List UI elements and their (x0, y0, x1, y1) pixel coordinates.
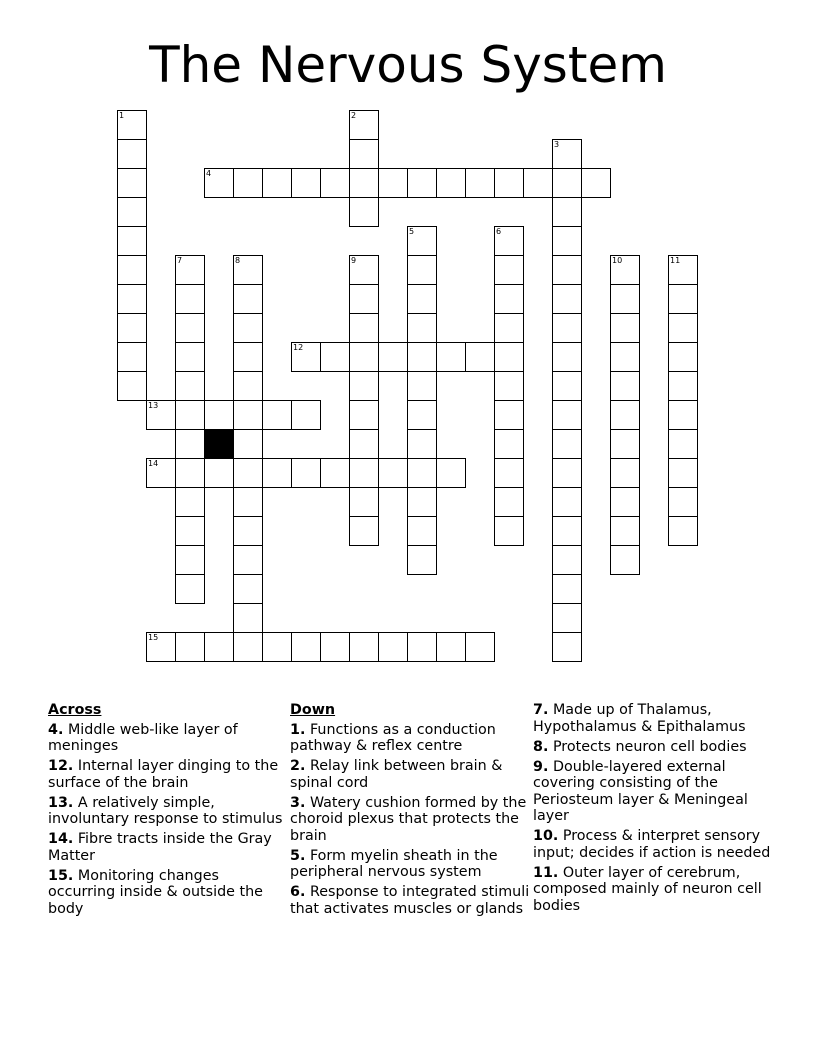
grid-cell[interactable] (233, 342, 263, 372)
clue-item (533, 739, 773, 756)
grid-cell[interactable] (349, 516, 379, 546)
grid-cell[interactable] (610, 255, 640, 285)
clue-text: Response to integrated stimuli that activates muscles or glands (290, 884, 530, 917)
cell-number: 3 (554, 140, 560, 149)
grid-cell[interactable] (233, 603, 263, 633)
across-clues (48, 702, 288, 921)
grid-cell[interactable] (494, 516, 524, 546)
grid-cell[interactable] (233, 400, 263, 430)
grid-cell[interactable] (407, 400, 437, 430)
grid-cell[interactable] (320, 342, 350, 372)
clue-item (290, 722, 530, 755)
grid-cell[interactable] (378, 342, 408, 372)
grid-cell[interactable] (552, 545, 582, 575)
grid-cell[interactable] (407, 458, 437, 488)
clue-text: Process & interpret sensory input; decides if action is needed (533, 828, 771, 861)
grid-cell[interactable] (378, 458, 408, 488)
grid-cell[interactable] (117, 197, 147, 227)
grid-cell[interactable] (552, 284, 582, 314)
grid-cell[interactable] (175, 574, 205, 604)
clue-number: 4. (48, 721, 64, 738)
clue-text: Middle web-like layer of meninges (48, 721, 238, 754)
grid-cell[interactable] (523, 168, 553, 198)
grid-cell[interactable] (262, 168, 292, 198)
grid-cell[interactable] (175, 342, 205, 372)
grid-cell[interactable] (146, 458, 176, 488)
grid-cell[interactable] (494, 400, 524, 430)
clue-text: Made up of Thalamus, Hypothalamus & Epithalamus (533, 702, 746, 735)
grid-cell[interactable] (262, 632, 292, 662)
clue-text: Fibre tracts inside the Gray Matter (48, 831, 272, 864)
grid-cell[interactable] (494, 458, 524, 488)
clue-item (290, 884, 530, 917)
grid-cell[interactable] (552, 603, 582, 633)
grid-cell[interactable] (465, 632, 495, 662)
grid-cell[interactable] (175, 487, 205, 517)
cell-number: 15 (148, 633, 159, 642)
clue-number: 1. (290, 721, 306, 738)
grid-cell[interactable] (668, 284, 698, 314)
grid-cell[interactable] (552, 487, 582, 517)
grid-cell[interactable] (494, 255, 524, 285)
grid-cell[interactable] (407, 487, 437, 517)
grid-cell[interactable] (610, 545, 640, 575)
grid-cell[interactable] (465, 342, 495, 372)
grid-cell[interactable] (349, 487, 379, 517)
grid-cell[interactable] (204, 168, 234, 198)
grid-cell[interactable] (175, 400, 205, 430)
clue-item (533, 702, 773, 735)
clue-text: Relay link between brain & spinal cord (290, 758, 503, 791)
across-heading: Across (48, 702, 102, 718)
grid-cell[interactable] (204, 632, 234, 662)
grid-cell[interactable] (233, 516, 263, 546)
grid-cell[interactable] (407, 226, 437, 256)
clue-number: 10. (533, 828, 559, 844)
grid-cell[interactable] (262, 458, 292, 488)
clue-number: 12. (48, 758, 74, 774)
grid-cell[interactable] (117, 110, 147, 140)
grid-cell[interactable] (349, 342, 379, 372)
grid-cell[interactable] (552, 574, 582, 604)
grid-cell[interactable] (175, 458, 205, 488)
clue-item (48, 758, 288, 791)
grid-cell[interactable] (117, 371, 147, 401)
grid-cell[interactable] (175, 313, 205, 343)
grid-cell[interactable] (552, 632, 582, 662)
grid-cell[interactable] (117, 313, 147, 343)
down-heading: Down (290, 702, 336, 718)
grid-cell[interactable] (233, 168, 263, 198)
grid-cell[interactable] (233, 255, 263, 285)
grid-cell[interactable] (320, 458, 350, 488)
grid-cell[interactable] (581, 168, 611, 198)
clue-item (290, 795, 530, 845)
grid-cell[interactable] (494, 284, 524, 314)
grid-cell[interactable] (349, 400, 379, 430)
clue-number: 7. (533, 702, 549, 718)
clue-number: 2. (290, 758, 306, 774)
cell-number: 10 (612, 256, 623, 265)
grid-cell[interactable] (552, 197, 582, 227)
grid-cell[interactable] (668, 371, 698, 401)
clue-text: A relatively simple, involuntary response to stimulus (48, 794, 283, 827)
grid-cell[interactable] (233, 574, 263, 604)
clue-item (48, 831, 288, 864)
clue-number: 14. (48, 831, 74, 847)
grid-cell[interactable] (668, 516, 698, 546)
grid-cell[interactable] (610, 313, 640, 343)
grid-cell[interactable] (233, 632, 263, 662)
grid-cell[interactable] (233, 487, 263, 517)
grid-cell[interactable] (233, 371, 263, 401)
cell-number: 12 (293, 343, 304, 352)
grid-cell[interactable] (291, 342, 321, 372)
grid-cell[interactable] (610, 342, 640, 372)
grid-cell[interactable] (233, 429, 263, 459)
grid-cell[interactable] (436, 458, 466, 488)
grid-cell[interactable] (610, 429, 640, 459)
down-clues-continued (533, 702, 773, 918)
cell-number: 7 (177, 256, 183, 265)
grid-cell[interactable] (378, 168, 408, 198)
grid-cell[interactable] (349, 168, 379, 198)
grid-cell[interactable] (668, 342, 698, 372)
cell-number: 9 (351, 256, 357, 265)
grid-cell[interactable] (117, 226, 147, 256)
clue-number: 6. (290, 884, 306, 900)
puzzle-title: The Nervous System (149, 36, 667, 94)
clue-text: Outer layer of cerebrum, composed mainly of neuron cell bodies (533, 864, 762, 914)
grid-cell[interactable] (668, 458, 698, 488)
clue-item (533, 828, 773, 861)
clue-item (533, 865, 773, 915)
grid-cell[interactable] (552, 226, 582, 256)
grid-cell[interactable] (436, 342, 466, 372)
clue-text: Form myelin sheath in the peripheral nervous system (290, 847, 498, 880)
grid-cell[interactable] (175, 545, 205, 575)
grid-cell[interactable] (407, 516, 437, 546)
grid-cell[interactable] (117, 284, 147, 314)
clue-number: 8. (533, 738, 549, 755)
cell-number: 14 (148, 459, 159, 468)
grid-cell[interactable] (291, 168, 321, 198)
down-clues (290, 702, 530, 921)
grid-cell[interactable] (668, 255, 698, 285)
grid-cell[interactable] (552, 168, 582, 198)
clue-text: Protects neuron cell bodies (552, 738, 747, 755)
grid-cell[interactable] (668, 313, 698, 343)
grid-cell[interactable] (175, 284, 205, 314)
grid-cell[interactable] (204, 458, 234, 488)
grid-cell[interactable] (668, 429, 698, 459)
clue-text: Functions as a conduction pathway & reflex centre (290, 721, 496, 754)
grid-cell[interactable] (262, 400, 292, 430)
cell-number: 11 (670, 256, 681, 265)
grid-cell[interactable] (610, 400, 640, 430)
grid-cell[interactable] (378, 632, 408, 662)
grid-cell[interactable] (494, 168, 524, 198)
clue-number: 9. (533, 758, 549, 775)
grid-cell[interactable] (349, 255, 379, 285)
clue-text: Watery cushion formed by the choroid plexus that protects the brain (290, 794, 527, 844)
grid-cell[interactable] (552, 516, 582, 546)
clue-text: Internal layer dinging to the surface of the brain (48, 758, 279, 791)
grid-cell[interactable] (291, 400, 321, 430)
clue-text: Monitoring changes occurring inside & outside the body (48, 867, 263, 917)
grid-cell[interactable] (552, 255, 582, 285)
grid-cell[interactable] (668, 400, 698, 430)
grid-cell[interactable] (175, 429, 205, 459)
grid-cell[interactable] (407, 168, 437, 198)
grid-cell[interactable] (117, 168, 147, 198)
cell-number: 5 (409, 227, 415, 236)
grid-cell[interactable] (668, 487, 698, 517)
grid-cell[interactable] (349, 371, 379, 401)
grid-cell[interactable] (349, 139, 379, 169)
grid-cell[interactable] (175, 371, 205, 401)
grid-cell[interactable] (349, 632, 379, 662)
grid-cell[interactable] (175, 516, 205, 546)
grid-cell[interactable] (233, 545, 263, 575)
clue-number: 5. (290, 847, 306, 864)
grid-cell[interactable] (291, 632, 321, 662)
clue-item (48, 868, 288, 918)
grid-cell[interactable] (610, 371, 640, 401)
grid-cell[interactable] (349, 429, 379, 459)
cell-number: 6 (496, 227, 502, 236)
grid-cell[interactable] (494, 342, 524, 372)
clue-text: Double-layered external covering consisting of the Periosteum layer & Meningeal layer (533, 758, 748, 824)
grid-cell[interactable] (494, 226, 524, 256)
grid-cell[interactable] (204, 400, 234, 430)
grid-cell[interactable] (494, 313, 524, 343)
grid-cell[interactable] (233, 458, 263, 488)
grid-cell[interactable] (552, 139, 582, 169)
grid-cell[interactable] (552, 458, 582, 488)
grid-cell[interactable] (407, 313, 437, 343)
grid-cell[interactable] (175, 632, 205, 662)
grid-cell[interactable] (465, 168, 495, 198)
grid-cell[interactable] (117, 255, 147, 285)
grid-cell[interactable] (349, 197, 379, 227)
clue-item (290, 848, 530, 881)
clue-item (48, 795, 288, 828)
grid-cell[interactable] (291, 458, 321, 488)
grid-cell[interactable] (436, 168, 466, 198)
clue-item (290, 758, 530, 791)
grid-cell[interactable] (407, 371, 437, 401)
grid-cell[interactable] (552, 429, 582, 459)
grid-cell[interactable] (407, 545, 437, 575)
grid-cell[interactable] (117, 139, 147, 169)
grid-cell[interactable] (494, 371, 524, 401)
grid-cell[interactable] (494, 487, 524, 517)
grid-cell[interactable] (320, 632, 350, 662)
grid-cell[interactable] (436, 632, 466, 662)
clue-number: 13. (48, 794, 74, 811)
grid-cell[interactable] (349, 110, 379, 140)
grid-cell[interactable] (610, 458, 640, 488)
grid-cell[interactable] (349, 458, 379, 488)
grid-cell[interactable] (233, 284, 263, 314)
grid-cell[interactable] (610, 487, 640, 517)
grid-cell[interactable] (175, 255, 205, 285)
grid-cell[interactable] (349, 313, 379, 343)
grid-cell[interactable] (552, 313, 582, 343)
grid-cell[interactable] (552, 342, 582, 372)
grid-cell[interactable] (117, 342, 147, 372)
grid-cell[interactable] (610, 284, 640, 314)
clue-number: 3. (290, 794, 306, 811)
grid-cell[interactable] (407, 429, 437, 459)
grid-cell[interactable] (407, 342, 437, 372)
black-cell (204, 429, 234, 459)
cell-number: 1 (119, 111, 125, 120)
clue-item (533, 759, 773, 825)
clue-number: 11. (533, 864, 559, 881)
grid-cell[interactable] (407, 284, 437, 314)
grid-cell[interactable] (407, 632, 437, 662)
cell-number: 4 (206, 169, 212, 178)
cell-number: 2 (351, 111, 357, 120)
clue-item (48, 722, 288, 755)
grid-cell[interactable] (146, 632, 176, 662)
grid-cell[interactable] (610, 516, 640, 546)
cell-number: 8 (235, 256, 241, 265)
grid-cell[interactable] (146, 400, 176, 430)
grid-cell[interactable] (349, 284, 379, 314)
cell-number: 13 (148, 401, 159, 410)
grid-cell[interactable] (320, 168, 350, 198)
grid-cell[interactable] (552, 371, 582, 401)
grid-cell[interactable] (494, 429, 524, 459)
grid-cell[interactable] (407, 255, 437, 285)
grid-cell[interactable] (552, 400, 582, 430)
clue-number: 15. (48, 867, 74, 884)
grid-cell[interactable] (233, 313, 263, 343)
